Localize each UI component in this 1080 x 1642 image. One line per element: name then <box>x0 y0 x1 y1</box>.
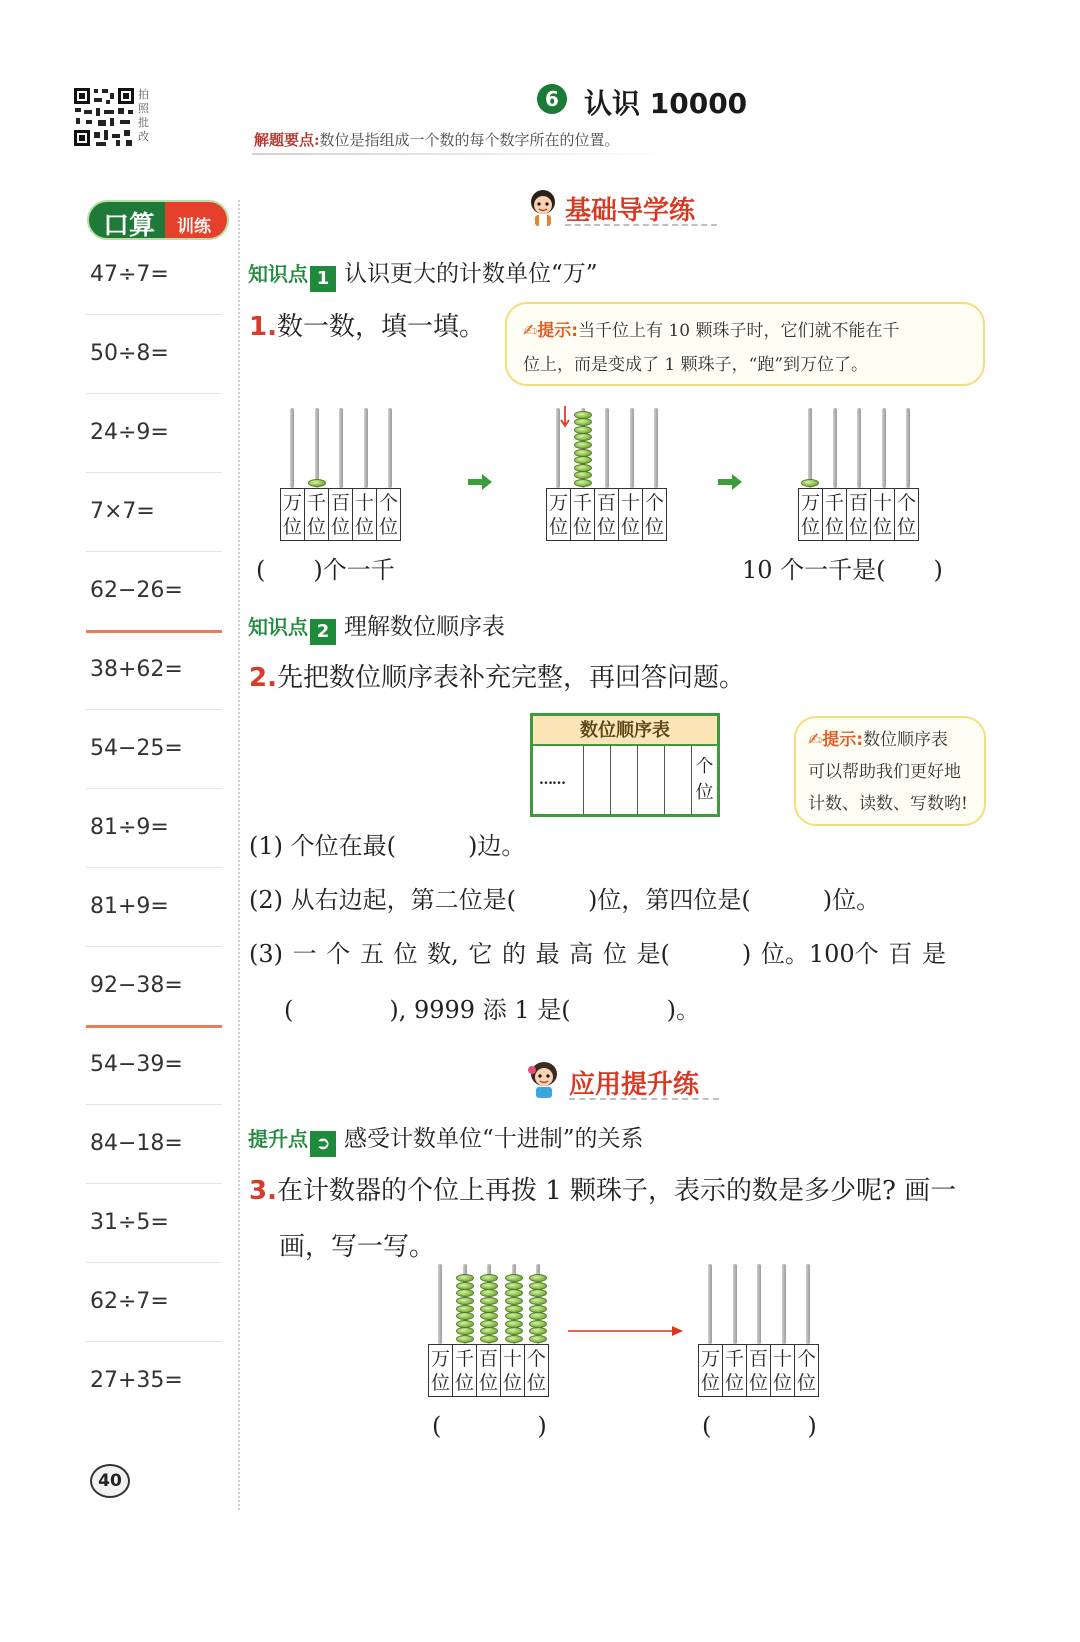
question-2 <box>249 657 745 694</box>
badge-sub: 训练 <box>177 217 211 237</box>
abacus-rod <box>654 408 658 488</box>
lesson-number: 6 <box>545 87 559 111</box>
arrow-right-icon <box>568 1322 684 1341</box>
place-label: 万 位 <box>547 489 571 541</box>
q1-tip-text-2: 位上，而是变成了 1 颗珠子，“跑”到万位了。 <box>523 355 869 375</box>
abacus-rod <box>630 408 634 488</box>
abacus-rod <box>388 408 392 488</box>
abacus-rod <box>438 1264 442 1344</box>
row-divider <box>86 709 222 710</box>
calc-item[interactable]: 38+62= <box>90 657 183 682</box>
column-divider <box>238 200 240 1510</box>
place-value-table <box>530 713 720 817</box>
calc-item[interactable]: 31÷5= <box>90 1210 169 1235</box>
place-label: 百 位 <box>329 489 353 541</box>
abacus-1-labels <box>280 488 401 541</box>
abacus-rod <box>833 408 837 488</box>
abacus-bead <box>480 1335 498 1343</box>
abacus-bead <box>505 1282 523 1290</box>
place-value-table-title: 数位顺序表 <box>533 716 717 746</box>
row-divider <box>86 946 222 947</box>
abacus-bead <box>574 456 592 464</box>
place-value-cell <box>691 746 717 814</box>
abacus-bead <box>529 1297 547 1305</box>
abacus-bead <box>574 441 592 449</box>
calc-item[interactable]: 47÷7= <box>90 262 169 287</box>
place-value-cell[interactable] <box>637 746 664 814</box>
abacus-bead <box>801 479 819 487</box>
place-label: 百 位 <box>595 489 619 541</box>
knowledge-point-1 <box>248 255 598 292</box>
calc-item[interactable]: 62÷7= <box>90 1289 169 1314</box>
calc-item[interactable]: 24÷9= <box>90 420 169 445</box>
abacus-2-labels <box>546 488 667 541</box>
q1-tip-label: 提示: <box>537 321 579 341</box>
abacus-bead <box>456 1320 474 1328</box>
kp1-number: 1 <box>310 266 336 292</box>
abacus-rod <box>806 1264 810 1344</box>
abacus-bead <box>574 464 592 472</box>
student-mascot-icon <box>525 188 561 228</box>
abacus-1 <box>280 408 404 546</box>
abacus-bead <box>505 1289 523 1297</box>
abacus-3-labels <box>798 488 919 541</box>
abacus-4 <box>428 1264 552 1400</box>
place-value-cell[interactable] <box>583 746 610 814</box>
section-1-title: 基础导学练 <box>565 196 696 226</box>
q1-tip <box>505 302 985 386</box>
row-divider <box>86 314 222 315</box>
q2-sub-2[interactable]: (2) 从右边起，第二位是( )位，第四位是( )位。 <box>249 886 881 914</box>
q2-tip-text-3: 计数、读数、写数哟! <box>808 794 968 814</box>
abacus-bead <box>480 1274 498 1282</box>
row-divider <box>86 551 222 552</box>
abacus-bead <box>529 1274 547 1282</box>
q2-text: 先把数位顺序表补充完整，再回答问题。 <box>276 663 745 693</box>
q3-text-1: 在计数器的个位上再拨 1 颗珠子，表示的数是多少呢? 画一 <box>276 1176 957 1206</box>
knowledge-point-2 <box>248 608 505 645</box>
calc-item[interactable]: 92−38= <box>90 973 183 998</box>
abacus-rod <box>857 408 861 488</box>
q3-text-2: 画，写一写。 <box>279 1232 436 1262</box>
abacus-bead <box>456 1274 474 1282</box>
abacus-bead <box>308 479 326 487</box>
abacus-rod <box>315 408 319 488</box>
abacus-4-labels <box>428 1344 549 1397</box>
abacus-bead <box>574 418 592 426</box>
abacus-bead <box>529 1320 547 1328</box>
kp3-title: 感受计数单位“十进制”的关系 <box>344 1126 644 1152</box>
place-label: 万 位 <box>799 489 823 541</box>
abacus-bead <box>480 1312 498 1320</box>
kp1-title: 认识更大的计数单位“万” <box>344 261 598 287</box>
question-1 <box>249 306 485 343</box>
mental-math-badge <box>87 200 229 240</box>
q2-sub-3b[interactable]: ( ), 9999 添 1 是( )。 <box>284 996 700 1024</box>
place-value-ellipsis: …… <box>539 772 565 788</box>
abacus-3 <box>798 408 922 546</box>
abacus-2 <box>546 408 670 546</box>
place-label: 万 位 <box>429 1345 453 1397</box>
abacus-bead <box>529 1289 547 1297</box>
lesson-number-badge <box>537 84 567 114</box>
key-point-label: 解题要点: <box>254 131 320 149</box>
abacus-bead <box>574 411 592 419</box>
q3-answer-right[interactable]: ( ) <box>702 1412 817 1440</box>
kp2-label: 知识点 <box>248 615 308 639</box>
place-label: 千 位 <box>571 489 595 541</box>
abacus-rod <box>906 408 910 488</box>
qr-caption: 拍照批改 <box>138 88 149 143</box>
calc-item[interactable]: 7×7= <box>90 499 155 524</box>
calc-item[interactable]: 54−39= <box>90 1052 183 1077</box>
group-divider <box>86 630 222 633</box>
abacus-bead <box>480 1282 498 1290</box>
q1-answer-right[interactable]: 10 个一千是( ) <box>742 556 943 584</box>
page-number-badge <box>90 1464 130 1498</box>
place-label: 个 位 <box>525 1345 549 1397</box>
abacus-rod <box>757 1264 761 1344</box>
abacus-bead <box>480 1297 498 1305</box>
abacus-bead <box>529 1335 547 1343</box>
abacus-bead <box>574 471 592 479</box>
abacus-rod <box>882 408 886 488</box>
abacus-rod <box>782 1264 786 1344</box>
q3-number: 3. <box>249 1176 277 1206</box>
kp1-label: 知识点 <box>248 262 308 286</box>
calc-item[interactable]: 54−25= <box>90 736 183 761</box>
abacus-bead <box>529 1282 547 1290</box>
page-title: 认识 10000 <box>584 87 748 120</box>
calc-item[interactable]: 84−18= <box>90 1131 183 1156</box>
place-label: 百 位 <box>477 1345 501 1397</box>
row-divider <box>86 1262 222 1263</box>
q2-tip-label: 提示: <box>822 730 864 750</box>
place-label: 万 位 <box>281 489 305 541</box>
calc-item[interactable]: 62−26= <box>90 578 183 603</box>
section-1-header <box>525 186 725 232</box>
q2-sub-1[interactable]: (1) 个位在最( )边。 <box>249 832 526 860</box>
abacus-bead <box>574 449 592 457</box>
section-2-title: 应用提升练 <box>569 1070 700 1100</box>
key-point-text: 数位是指组成一个数的每个数字所在的位置。 <box>319 131 620 149</box>
abacus-bead <box>480 1327 498 1335</box>
place-value-cell[interactable] <box>664 746 691 814</box>
abacus-rod <box>339 408 343 488</box>
abacus-bead <box>480 1320 498 1328</box>
abacus-rod <box>733 1264 737 1344</box>
mental-math-column <box>84 200 232 1510</box>
place-label: 十 位 <box>619 489 643 541</box>
q2-number: 2. <box>249 663 277 693</box>
kp2-title: 理解数位顺序表 <box>344 614 505 640</box>
abacus-5-labels <box>698 1344 819 1397</box>
row-divider <box>86 393 222 394</box>
abacus-bead <box>529 1312 547 1320</box>
abacus-bead <box>456 1335 474 1343</box>
row-divider <box>86 1183 222 1184</box>
calc-item[interactable]: 27+35= <box>90 1368 183 1393</box>
tip-icon: ✍ <box>808 730 823 750</box>
abacus-bead <box>574 433 592 441</box>
place-label: 千 位 <box>453 1345 477 1397</box>
q2-tip <box>794 716 986 826</box>
row-divider <box>86 1341 222 1342</box>
abacus-rod <box>708 1264 712 1344</box>
place-label: 万 位 <box>699 1345 723 1397</box>
abacus-bead <box>456 1305 474 1313</box>
group-divider <box>86 1025 222 1028</box>
arrow-right-icon <box>718 474 742 494</box>
abacus-bead <box>456 1289 474 1297</box>
q2-tip-text-1: 数位顺序表 <box>863 730 949 750</box>
abacus-bead <box>574 479 592 487</box>
abacus-bead <box>456 1312 474 1320</box>
abacus-bead <box>529 1305 547 1313</box>
key-point <box>254 129 620 150</box>
place-label: 千 位 <box>305 489 329 541</box>
badge-main: 口算 <box>103 211 156 241</box>
abacus-bead <box>456 1327 474 1335</box>
abacus-bead <box>505 1335 523 1343</box>
q1-answer-left[interactable]: ( )个一千 <box>256 556 395 584</box>
abacus-5[interactable] <box>698 1264 822 1400</box>
place-label: 千 位 <box>823 489 847 541</box>
row-divider <box>86 867 222 868</box>
q1-text: 数一数，填一填。 <box>276 312 485 342</box>
row-divider <box>86 472 222 473</box>
q1-number: 1. <box>249 312 277 342</box>
place-label: 十 位 <box>501 1345 525 1397</box>
abacus-bead <box>505 1320 523 1328</box>
place-label: 个 位 <box>895 489 919 541</box>
girl-mascot-icon <box>525 1060 563 1100</box>
q1-tip-text-1: 当千位上有 10 颗珠子时，它们就不能在千 <box>578 321 900 341</box>
abacus-rod <box>605 408 609 488</box>
kp2-number: 2 <box>310 619 336 645</box>
page-number: 40 <box>98 1471 122 1491</box>
abacus-bead <box>456 1282 474 1290</box>
abacus-bead <box>505 1274 523 1282</box>
q2-sub-3a[interactable]: (3) 一 个 五 位 数, 它 的 最 高 位 是( ) 位。100个 百 是 <box>249 940 946 968</box>
abacus-bead <box>505 1297 523 1305</box>
abacus-bead <box>456 1297 474 1305</box>
place-label: 个 位 <box>643 489 667 541</box>
place-label: 十 位 <box>771 1345 795 1397</box>
abacus-bead <box>505 1312 523 1320</box>
place-label: 十 位 <box>871 489 895 541</box>
tip-icon: ✍ <box>523 321 538 341</box>
place-label: 百 位 <box>847 489 871 541</box>
abacus-bead <box>574 426 592 434</box>
qr-code[interactable] <box>72 86 136 148</box>
carry-arrow-icon <box>560 406 570 430</box>
calc-item[interactable]: 81÷9= <box>90 815 169 840</box>
ones-place-bottom: 位 <box>695 782 714 803</box>
place-label: 千 位 <box>723 1345 747 1397</box>
row-divider <box>86 788 222 789</box>
abacus-rod <box>808 408 812 488</box>
place-label: 十 位 <box>353 489 377 541</box>
ones-place-top: 个 <box>695 756 714 777</box>
calc-item[interactable]: 81+9= <box>90 894 169 919</box>
row-divider <box>86 1104 222 1105</box>
calc-item[interactable]: 50÷8= <box>90 341 169 366</box>
section-2-underline <box>569 1098 719 1100</box>
kp3-arrow-icon: ➲ <box>310 1131 336 1157</box>
abacus-bead <box>505 1305 523 1313</box>
place-label: 百 位 <box>747 1345 771 1397</box>
q2-tip-text-2: 可以帮助我们更好地 <box>808 762 961 782</box>
abacus-bead <box>480 1305 498 1313</box>
section-1-underline <box>565 224 717 226</box>
section-2-header <box>525 1058 725 1104</box>
abacus-rod <box>290 408 294 488</box>
q3-answer-left[interactable]: ( ) <box>432 1412 547 1440</box>
improvement-point <box>248 1120 644 1157</box>
place-label: 个 位 <box>795 1345 819 1397</box>
abacus-bead <box>480 1289 498 1297</box>
abacus-bead <box>505 1327 523 1335</box>
abacus-bead <box>529 1327 547 1335</box>
question-3 <box>249 1170 956 1207</box>
arrow-right-icon <box>468 474 492 494</box>
abacus-rod <box>364 408 368 488</box>
place-value-cell[interactable] <box>610 746 637 814</box>
header-divider <box>252 153 672 155</box>
kp3-label: 提升点 <box>248 1127 308 1151</box>
place-label: 个 位 <box>377 489 401 541</box>
